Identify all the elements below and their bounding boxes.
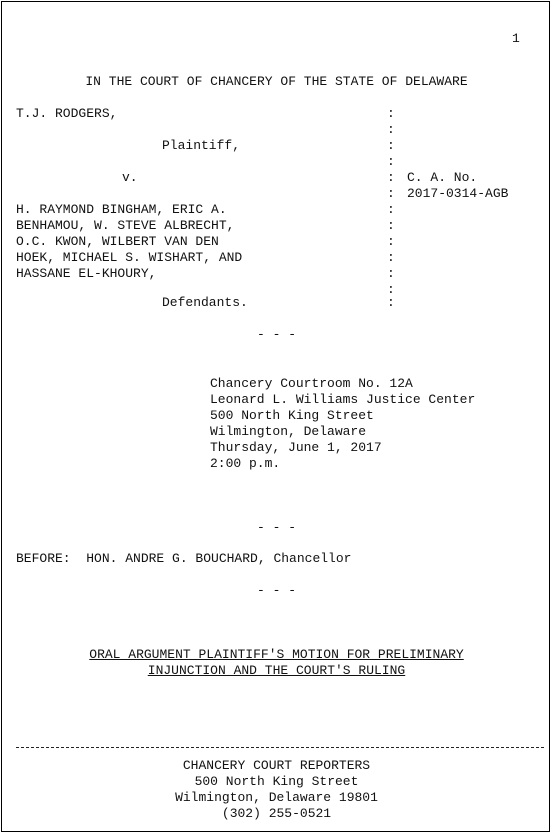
page-number: 1 [512,31,520,46]
plaintiff-name: T.J. RODGERS, [16,106,118,121]
location-line: 2:00 p.m. [210,456,281,471]
caption-colon: : [387,266,395,281]
defendant-line-2: BENHAMOU, W. STEVE ALBRECHT, [16,218,235,233]
caption-colon: : [387,186,395,201]
footer-line: CHANCERY COURT REPORTERS [182,758,371,773]
caption-colon: : [387,170,395,185]
caption-colon: : [387,250,395,265]
plaintiff-role: Plaintiff, [162,138,241,153]
before-line: BEFORE: HON. ANDRE G. BOUCHARD, Chancellor [16,551,352,566]
section-divider: - - - [256,327,296,342]
proceeding-title-line: ORAL ARGUMENT PLAINTIFF'S MOTION FOR PRELIMINARY [89,647,464,662]
case-label: C. A. No. [407,170,478,185]
defendant-line-4: HOEK, MICHAEL S. WISHART, AND [16,250,243,265]
defendant-line-1: H. RAYMOND BINGHAM, ERIC A. [16,202,227,217]
case-number: 2017-0314-AGB [407,186,509,201]
transcript-page [1,1,550,832]
court-title: IN THE COURT OF CHANCERY OF THE STATE OF DELAWARE [85,74,468,89]
footer-line: Wilmington, Delaware 19801 [175,790,378,805]
location-line: Chancery Courtroom No. 12A [210,376,413,391]
caption-colon: : [387,218,395,233]
location-line: Wilmington, Delaware [210,424,367,439]
footer-separator [16,747,544,748]
defendants-role: Defendants. [162,295,248,310]
location-line: Thursday, June 1, 2017 [210,440,382,455]
location-line: 500 North King Street [210,408,374,423]
section-divider: - - - [256,583,296,598]
proceeding-title-line: INJUNCTION AND THE COURT'S RULING [147,663,406,678]
caption-colon: : [387,138,395,153]
caption-colon: : [387,202,395,217]
versus-label: v. [122,170,138,185]
footer-line: 500 North King Street [194,774,359,789]
caption-colon: : [387,295,395,310]
defendant-line-5: HASSANE EL-KHOURY, [16,266,157,281]
section-divider: - - - [256,520,296,535]
location-line: Leonard L. Williams Justice Center [210,392,476,407]
footer-line: (302) 255-0521 [221,806,332,821]
caption-colon: : [387,234,395,249]
caption-colon: : [387,122,395,137]
caption-colon: : [387,282,395,297]
caption-colon: : [387,154,395,169]
defendant-line-3: O.C. KWON, WILBERT VAN DEN [16,234,219,249]
caption-colon: : [387,106,395,121]
